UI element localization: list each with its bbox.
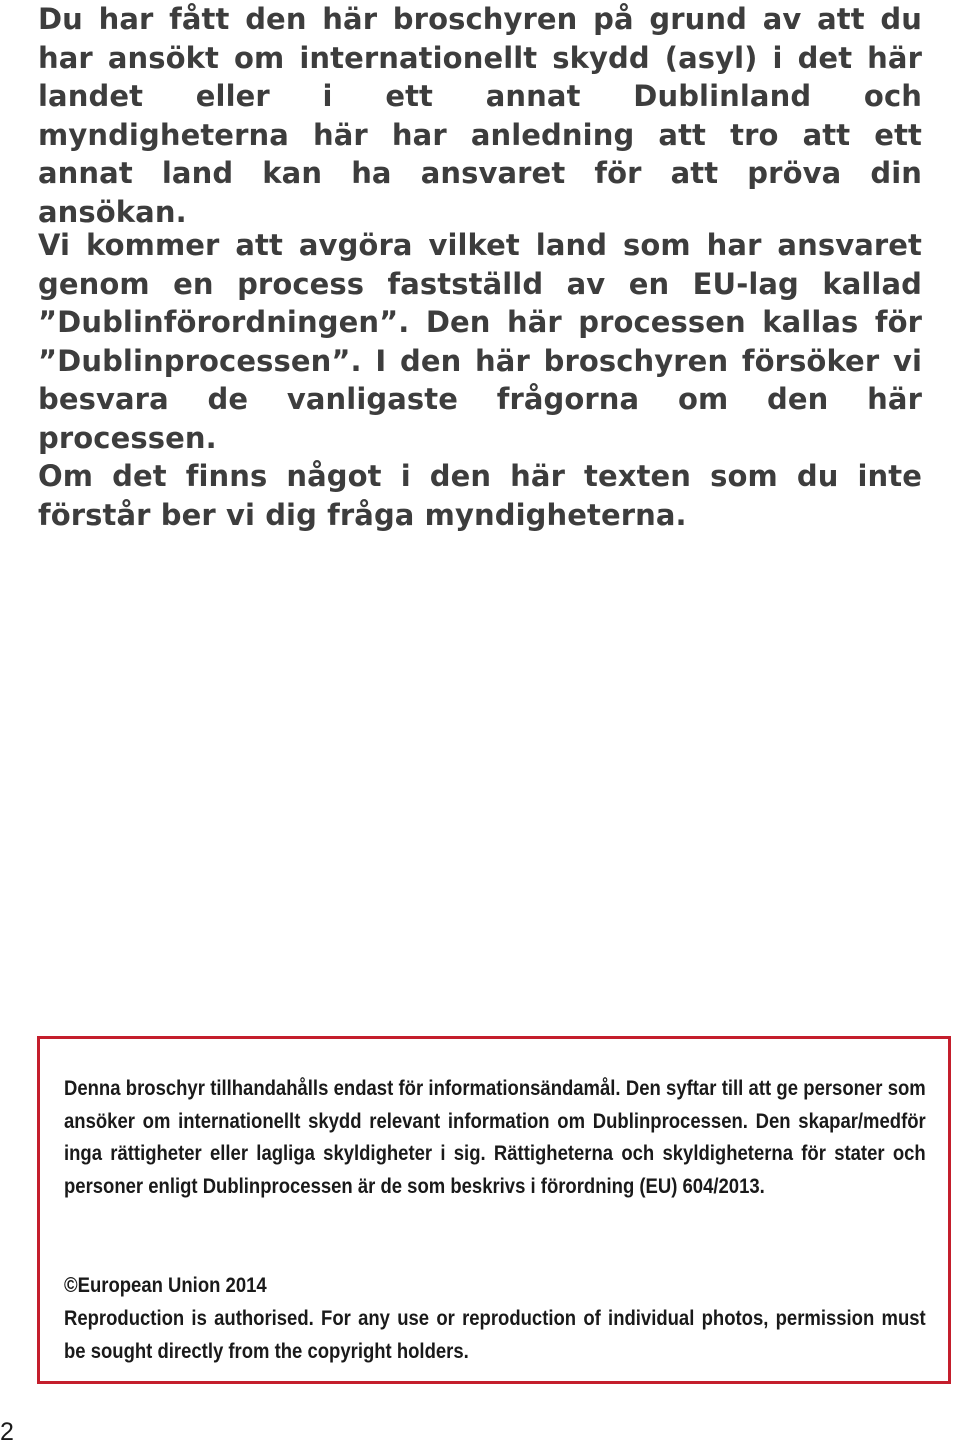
intro-paragraph-2: Vi kommer att avgöra vilket land som har ansvaret genom en process fastställd av en EU-lag kallad ”Dublinförordningen”. Den här processen kallas för ”Dublinprocessen”. I den här broschyren försöker vi besvara de vanligaste frågorna om den här processen. <box>38 228 922 455</box>
intro-paragraph-3: Om det finns något i den här texten som du inte förstår ber vi dig fråga myndigheterna. <box>38 459 922 532</box>
reproduction-notice: Reproduction is authorised. For any use or reproduction of individual photos, permission must be sought directly from the copyright holders. <box>64 1306 926 1363</box>
notice-box <box>37 1036 951 1384</box>
page-number: 2 <box>0 1418 14 1446</box>
copyright-line: ©European Union 2014 <box>64 1273 267 1297</box>
disclaimer-text: Denna broschyr tillhandahålls endast för informationsändamål. Den syftar till att ge personer som ansöker om internationellt skydd relevant information om Dublinprocessen. Den skapar/medför inga rättigheter eller lagliga skyldigheter i sig. Rättigheterna och skyldigheterna för stater och personer enligt Dublinprocessen är de som beskrivs i förordning (EU) 604/2013. <box>64 1076 926 1198</box>
intro-paragraph-1: Du har fått den här broschyren på grund av att du har ansökt om internationellt skydd (asyl) i det här landet eller i ett annat Dublinland och myndigheterna här har anledning att tro att ett annat land kan ha ansvaret för att pröva din ansökan. <box>38 2 922 229</box>
